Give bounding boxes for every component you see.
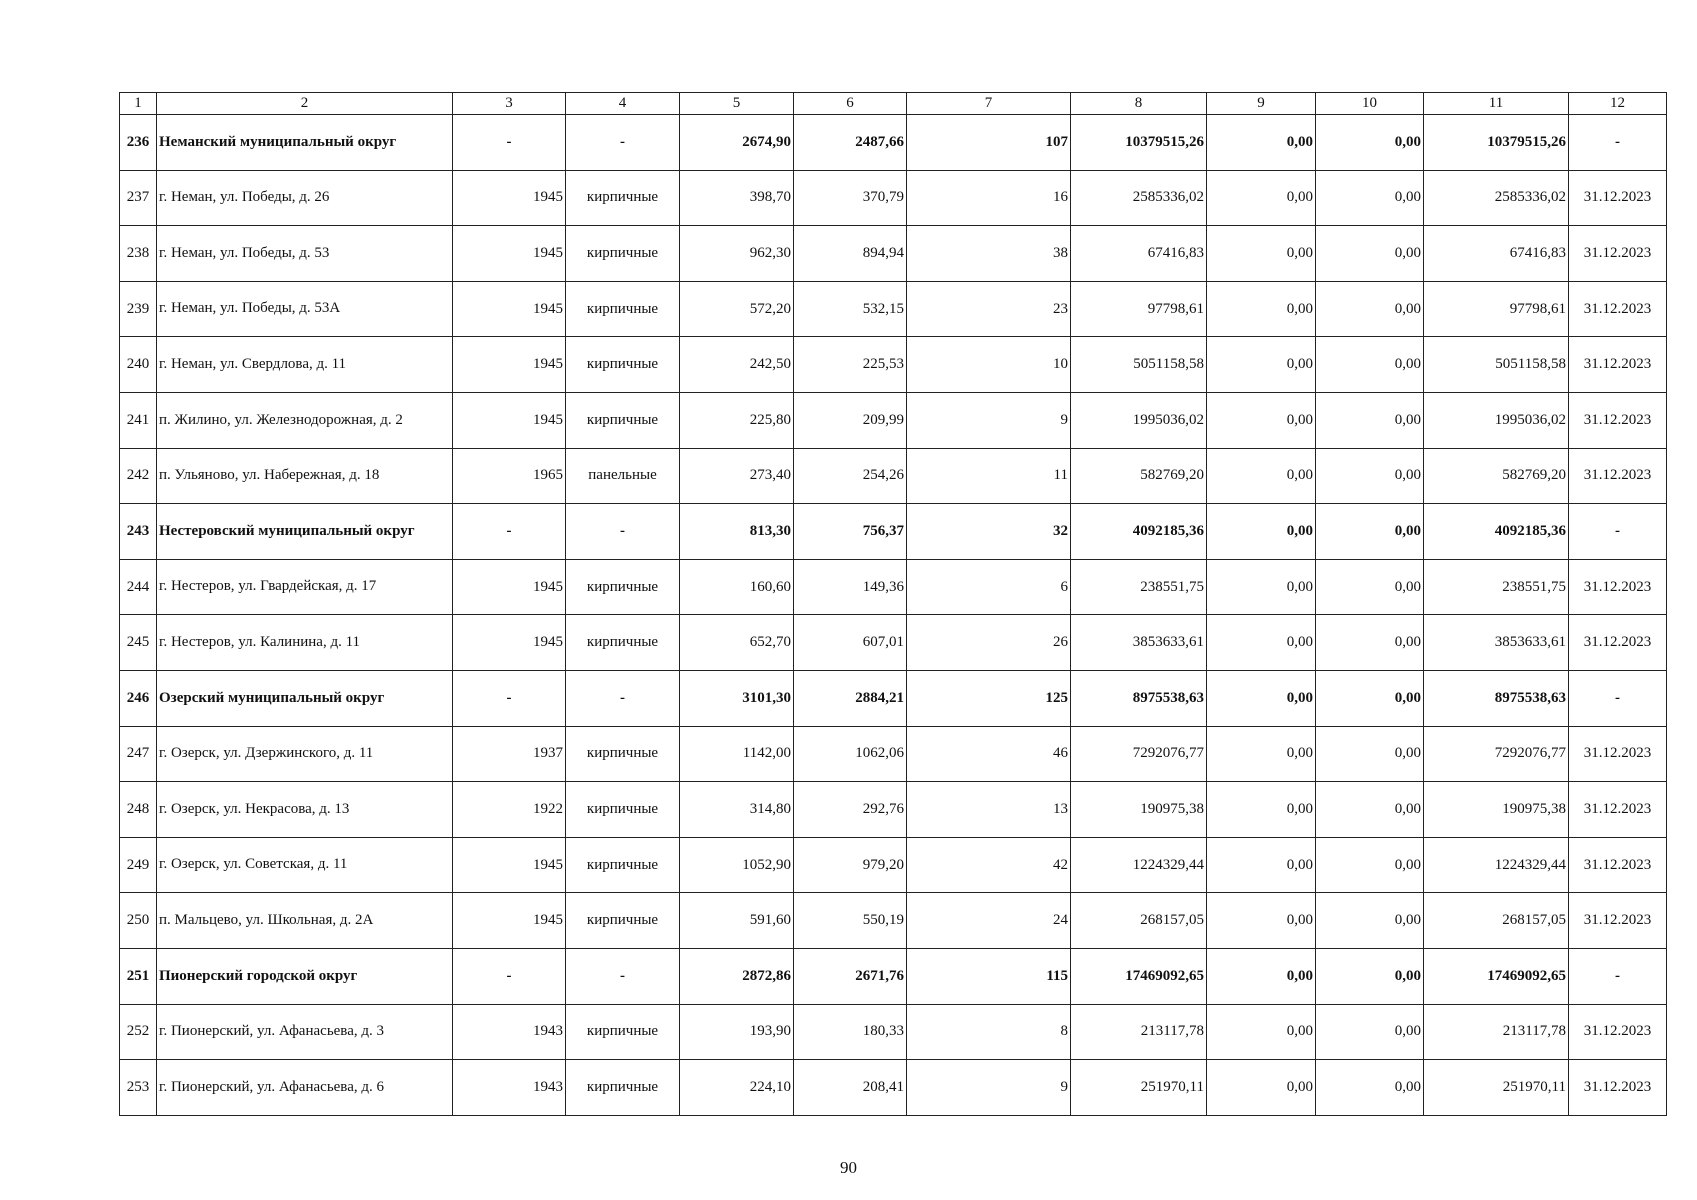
funds-b-cell: 0,00 <box>1316 115 1424 171</box>
total-cost-cell: 190975,38 <box>1071 782 1207 838</box>
living-area-cell: 607,01 <box>794 615 907 671</box>
table-row <box>120 448 1667 504</box>
column-number-1: 1 <box>120 93 157 115</box>
wall-material-cell: - <box>566 948 680 1004</box>
total-area-cell: 591,60 <box>680 893 794 949</box>
completion-date-cell: 31.12.2023 <box>1569 893 1667 949</box>
column-number-11: 11 <box>1424 93 1569 115</box>
row-number-cell: 249 <box>120 837 157 893</box>
residents-count-cell: 38 <box>907 226 1071 282</box>
funds-b-cell: 0,00 <box>1316 226 1424 282</box>
table-row <box>120 726 1667 782</box>
completion-date-cell: - <box>1569 504 1667 560</box>
completion-date-cell: - <box>1569 115 1667 171</box>
column-number-8: 8 <box>1071 93 1207 115</box>
funds-a-cell: 0,00 <box>1207 726 1316 782</box>
completion-date-cell: 31.12.2023 <box>1569 559 1667 615</box>
wall-material-cell: кирпичные <box>566 1060 680 1116</box>
total-cost-cell: 7292076,77 <box>1071 726 1207 782</box>
total-area-cell: 273,40 <box>680 448 794 504</box>
district-total-row <box>120 670 1667 726</box>
total-cost-cell: 213117,78 <box>1071 1004 1207 1060</box>
completion-date-cell: 31.12.2023 <box>1569 337 1667 393</box>
total-cost-cell: 97798,61 <box>1071 281 1207 337</box>
row-number-cell: 251 <box>120 948 157 1004</box>
funds-c-cell: 251970,11 <box>1424 1060 1569 1116</box>
row-number-cell: 244 <box>120 559 157 615</box>
funds-c-cell: 10379515,26 <box>1424 115 1569 171</box>
table-row <box>120 1004 1667 1060</box>
residents-count-cell: 10 <box>907 337 1071 393</box>
living-area-cell: 2487,66 <box>794 115 907 171</box>
living-area-cell: 894,94 <box>794 226 907 282</box>
completion-date-cell: 31.12.2023 <box>1569 726 1667 782</box>
object-name-cell: г. Нестеров, ул. Гвардейская, д. 17 <box>157 559 453 615</box>
residents-count-cell: 125 <box>907 670 1071 726</box>
object-name-cell: г. Пионерский, ул. Афанасьева, д. 6 <box>157 1060 453 1116</box>
completion-date-cell: 31.12.2023 <box>1569 448 1667 504</box>
living-area-cell: 979,20 <box>794 837 907 893</box>
column-number-4: 4 <box>566 93 680 115</box>
completion-date-cell: 31.12.2023 <box>1569 1004 1667 1060</box>
wall-material-cell: кирпичные <box>566 1004 680 1060</box>
residents-count-cell: 24 <box>907 893 1071 949</box>
wall-material-cell: кирпичные <box>566 726 680 782</box>
year-built-cell: 1945 <box>453 837 566 893</box>
total-cost-cell: 10379515,26 <box>1071 115 1207 171</box>
table-row <box>120 281 1667 337</box>
funds-a-cell: 0,00 <box>1207 948 1316 1004</box>
total-area-cell: 225,80 <box>680 392 794 448</box>
wall-material-cell: кирпичные <box>566 837 680 893</box>
table-row <box>120 337 1667 393</box>
year-built-cell: 1945 <box>453 392 566 448</box>
funds-a-cell: 0,00 <box>1207 392 1316 448</box>
year-built-cell: 1945 <box>453 281 566 337</box>
total-cost-cell: 67416,83 <box>1071 226 1207 282</box>
funds-c-cell: 4092185,36 <box>1424 504 1569 560</box>
funds-b-cell: 0,00 <box>1316 726 1424 782</box>
living-area-cell: 225,53 <box>794 337 907 393</box>
column-number-10: 10 <box>1316 93 1424 115</box>
funds-a-cell: 0,00 <box>1207 504 1316 560</box>
table-row <box>120 1060 1667 1116</box>
total-cost-cell: 251970,11 <box>1071 1060 1207 1116</box>
total-cost-cell: 3853633,61 <box>1071 615 1207 671</box>
funds-c-cell: 67416,83 <box>1424 226 1569 282</box>
total-cost-cell: 17469092,65 <box>1071 948 1207 1004</box>
funds-b-cell: 0,00 <box>1316 504 1424 560</box>
funds-c-cell: 8975538,63 <box>1424 670 1569 726</box>
object-name-cell: г. Озерск, ул. Некрасова, д. 13 <box>157 782 453 838</box>
table-row <box>120 559 1667 615</box>
object-name-cell: г. Неман, ул. Победы, д. 53А <box>157 281 453 337</box>
object-name-cell: г. Озерск, ул. Дзержинского, д. 11 <box>157 726 453 782</box>
funds-b-cell: 0,00 <box>1316 448 1424 504</box>
wall-material-cell: - <box>566 115 680 171</box>
residents-count-cell: 107 <box>907 115 1071 171</box>
funds-a-cell: 0,00 <box>1207 893 1316 949</box>
residents-count-cell: 46 <box>907 726 1071 782</box>
residents-count-cell: 32 <box>907 504 1071 560</box>
funds-a-cell: 0,00 <box>1207 337 1316 393</box>
living-area-cell: 180,33 <box>794 1004 907 1060</box>
funds-b-cell: 0,00 <box>1316 559 1424 615</box>
funds-b-cell: 0,00 <box>1316 392 1424 448</box>
housing-table <box>119 92 1667 1116</box>
row-number-cell: 247 <box>120 726 157 782</box>
total-cost-cell: 4092185,36 <box>1071 504 1207 560</box>
funds-a-cell: 0,00 <box>1207 226 1316 282</box>
funds-a-cell: 0,00 <box>1207 782 1316 838</box>
total-area-cell: 1052,90 <box>680 837 794 893</box>
funds-c-cell: 190975,38 <box>1424 782 1569 838</box>
residents-count-cell: 23 <box>907 281 1071 337</box>
wall-material-cell: - <box>566 504 680 560</box>
funds-c-cell: 213117,78 <box>1424 1004 1569 1060</box>
completion-date-cell: - <box>1569 670 1667 726</box>
year-built-cell: 1945 <box>453 337 566 393</box>
completion-date-cell: 31.12.2023 <box>1569 226 1667 282</box>
residents-count-cell: 16 <box>907 170 1071 226</box>
funds-c-cell: 268157,05 <box>1424 893 1569 949</box>
wall-material-cell: кирпичные <box>566 782 680 838</box>
residents-count-cell: 115 <box>907 948 1071 1004</box>
table-row <box>120 615 1667 671</box>
object-name-cell: г. Пионерский, ул. Афанасьева, д. 3 <box>157 1004 453 1060</box>
funds-a-cell: 0,00 <box>1207 559 1316 615</box>
residents-count-cell: 42 <box>907 837 1071 893</box>
year-built-cell: - <box>453 504 566 560</box>
total-cost-cell: 2585336,02 <box>1071 170 1207 226</box>
row-number-cell: 241 <box>120 392 157 448</box>
row-number-cell: 246 <box>120 670 157 726</box>
total-cost-cell: 582769,20 <box>1071 448 1207 504</box>
object-name-cell: г. Неман, ул. Победы, д. 53 <box>157 226 453 282</box>
living-area-cell: 292,76 <box>794 782 907 838</box>
object-name-cell: г. Озерск, ул. Советская, д. 11 <box>157 837 453 893</box>
total-area-cell: 3101,30 <box>680 670 794 726</box>
total-area-cell: 962,30 <box>680 226 794 282</box>
year-built-cell: 1945 <box>453 559 566 615</box>
funds-b-cell: 0,00 <box>1316 670 1424 726</box>
completion-date-cell: 31.12.2023 <box>1569 837 1667 893</box>
row-number-cell: 240 <box>120 337 157 393</box>
year-built-cell: 1945 <box>453 893 566 949</box>
column-number-row <box>120 93 1667 115</box>
total-area-cell: 160,60 <box>680 559 794 615</box>
funds-c-cell: 3853633,61 <box>1424 615 1569 671</box>
funds-b-cell: 0,00 <box>1316 170 1424 226</box>
residents-count-cell: 9 <box>907 392 1071 448</box>
funds-b-cell: 0,00 <box>1316 615 1424 671</box>
funds-a-cell: 0,00 <box>1207 670 1316 726</box>
funds-c-cell: 238551,75 <box>1424 559 1569 615</box>
funds-c-cell: 582769,20 <box>1424 448 1569 504</box>
completion-date-cell: 31.12.2023 <box>1569 615 1667 671</box>
funds-b-cell: 0,00 <box>1316 893 1424 949</box>
completion-date-cell: 31.12.2023 <box>1569 281 1667 337</box>
living-area-cell: 532,15 <box>794 281 907 337</box>
total-area-cell: 242,50 <box>680 337 794 393</box>
table-row <box>120 893 1667 949</box>
year-built-cell: 1943 <box>453 1060 566 1116</box>
completion-date-cell: - <box>1569 948 1667 1004</box>
completion-date-cell: 31.12.2023 <box>1569 392 1667 448</box>
row-number-cell: 236 <box>120 115 157 171</box>
object-name-cell: Неманский муниципальный округ <box>157 115 453 171</box>
funds-a-cell: 0,00 <box>1207 170 1316 226</box>
row-number-cell: 243 <box>120 504 157 560</box>
funds-a-cell: 0,00 <box>1207 1004 1316 1060</box>
living-area-cell: 550,19 <box>794 893 907 949</box>
wall-material-cell: кирпичные <box>566 392 680 448</box>
row-number-cell: 242 <box>120 448 157 504</box>
residents-count-cell: 26 <box>907 615 1071 671</box>
living-area-cell: 2884,21 <box>794 670 907 726</box>
funds-a-cell: 0,00 <box>1207 448 1316 504</box>
living-area-cell: 149,36 <box>794 559 907 615</box>
year-built-cell: 1945 <box>453 226 566 282</box>
column-number-9: 9 <box>1207 93 1316 115</box>
row-number-cell: 248 <box>120 782 157 838</box>
column-number-12: 12 <box>1569 93 1667 115</box>
column-number-6: 6 <box>794 93 907 115</box>
object-name-cell: п. Мальцево, ул. Школьная, д. 2А <box>157 893 453 949</box>
year-built-cell: - <box>453 670 566 726</box>
funds-c-cell: 5051158,58 <box>1424 337 1569 393</box>
funds-a-cell: 0,00 <box>1207 1060 1316 1116</box>
funds-b-cell: 0,00 <box>1316 1004 1424 1060</box>
total-cost-cell: 268157,05 <box>1071 893 1207 949</box>
row-number-cell: 239 <box>120 281 157 337</box>
total-area-cell: 572,20 <box>680 281 794 337</box>
object-name-cell: Пионерский городской округ <box>157 948 453 1004</box>
district-total-row <box>120 115 1667 171</box>
year-built-cell: 1945 <box>453 170 566 226</box>
total-cost-cell: 1224329,44 <box>1071 837 1207 893</box>
total-cost-cell: 238551,75 <box>1071 559 1207 615</box>
total-area-cell: 2674,90 <box>680 115 794 171</box>
row-number-cell: 238 <box>120 226 157 282</box>
funds-b-cell: 0,00 <box>1316 782 1424 838</box>
table-row <box>120 837 1667 893</box>
column-number-2: 2 <box>157 93 453 115</box>
object-name-cell: г. Нестеров, ул. Калинина, д. 11 <box>157 615 453 671</box>
funds-c-cell: 7292076,77 <box>1424 726 1569 782</box>
table-row <box>120 392 1667 448</box>
total-cost-cell: 8975538,63 <box>1071 670 1207 726</box>
total-cost-cell: 5051158,58 <box>1071 337 1207 393</box>
wall-material-cell: кирпичные <box>566 337 680 393</box>
wall-material-cell: - <box>566 670 680 726</box>
funds-a-cell: 0,00 <box>1207 281 1316 337</box>
row-number-cell: 250 <box>120 893 157 949</box>
total-area-cell: 1142,00 <box>680 726 794 782</box>
page-number: 90 <box>840 1158 857 1177</box>
total-area-cell: 2872,86 <box>680 948 794 1004</box>
residents-count-cell: 9 <box>907 1060 1071 1116</box>
total-area-cell: 652,70 <box>680 615 794 671</box>
total-area-cell: 193,90 <box>680 1004 794 1060</box>
row-number-cell: 245 <box>120 615 157 671</box>
living-area-cell: 370,79 <box>794 170 907 226</box>
funds-c-cell: 17469092,65 <box>1424 948 1569 1004</box>
residents-count-cell: 13 <box>907 782 1071 838</box>
year-built-cell: 1943 <box>453 1004 566 1060</box>
living-area-cell: 2671,76 <box>794 948 907 1004</box>
year-built-cell: - <box>453 115 566 171</box>
living-area-cell: 756,37 <box>794 504 907 560</box>
residents-count-cell: 11 <box>907 448 1071 504</box>
column-number-5: 5 <box>680 93 794 115</box>
funds-a-cell: 0,00 <box>1207 837 1316 893</box>
row-number-cell: 252 <box>120 1004 157 1060</box>
object-name-cell: г. Неман, ул. Свердлова, д. 11 <box>157 337 453 393</box>
wall-material-cell: кирпичные <box>566 615 680 671</box>
funds-c-cell: 97798,61 <box>1424 281 1569 337</box>
district-total-row <box>120 504 1667 560</box>
table-row <box>120 170 1667 226</box>
total-area-cell: 314,80 <box>680 782 794 838</box>
object-name-cell: п. Жилино, ул. Железнодорожная, д. 2 <box>157 392 453 448</box>
residents-count-cell: 8 <box>907 1004 1071 1060</box>
funds-b-cell: 0,00 <box>1316 837 1424 893</box>
funds-b-cell: 0,00 <box>1316 281 1424 337</box>
funds-c-cell: 1995036,02 <box>1424 392 1569 448</box>
column-number-3: 3 <box>453 93 566 115</box>
year-built-cell: 1937 <box>453 726 566 782</box>
living-area-cell: 254,26 <box>794 448 907 504</box>
completion-date-cell: 31.12.2023 <box>1569 1060 1667 1116</box>
year-built-cell: 1922 <box>453 782 566 838</box>
living-area-cell: 1062,06 <box>794 726 907 782</box>
wall-material-cell: кирпичные <box>566 893 680 949</box>
total-cost-cell: 1995036,02 <box>1071 392 1207 448</box>
residents-count-cell: 6 <box>907 559 1071 615</box>
object-name-cell: г. Неман, ул. Победы, д. 26 <box>157 170 453 226</box>
wall-material-cell: кирпичные <box>566 170 680 226</box>
funds-b-cell: 0,00 <box>1316 337 1424 393</box>
table-row <box>120 226 1667 282</box>
wall-material-cell: кирпичные <box>566 226 680 282</box>
completion-date-cell: 31.12.2023 <box>1569 170 1667 226</box>
district-total-row <box>120 948 1667 1004</box>
object-name-cell: Озерский муниципальный округ <box>157 670 453 726</box>
funds-a-cell: 0,00 <box>1207 615 1316 671</box>
funds-a-cell: 0,00 <box>1207 115 1316 171</box>
table-row <box>120 782 1667 838</box>
funds-c-cell: 2585336,02 <box>1424 170 1569 226</box>
year-built-cell: 1945 <box>453 615 566 671</box>
living-area-cell: 208,41 <box>794 1060 907 1116</box>
funds-b-cell: 0,00 <box>1316 948 1424 1004</box>
living-area-cell: 209,99 <box>794 392 907 448</box>
year-built-cell: - <box>453 948 566 1004</box>
funds-c-cell: 1224329,44 <box>1424 837 1569 893</box>
object-name-cell: п. Ульяново, ул. Набережная, д. 18 <box>157 448 453 504</box>
wall-material-cell: кирпичные <box>566 281 680 337</box>
row-number-cell: 253 <box>120 1060 157 1116</box>
total-area-cell: 398,70 <box>680 170 794 226</box>
total-area-cell: 813,30 <box>680 504 794 560</box>
funds-b-cell: 0,00 <box>1316 1060 1424 1116</box>
total-area-cell: 224,10 <box>680 1060 794 1116</box>
year-built-cell: 1965 <box>453 448 566 504</box>
column-number-7: 7 <box>907 93 1071 115</box>
row-number-cell: 237 <box>120 170 157 226</box>
wall-material-cell: панельные <box>566 448 680 504</box>
object-name-cell: Нестеровский муниципальный округ <box>157 504 453 560</box>
wall-material-cell: кирпичные <box>566 559 680 615</box>
completion-date-cell: 31.12.2023 <box>1569 782 1667 838</box>
